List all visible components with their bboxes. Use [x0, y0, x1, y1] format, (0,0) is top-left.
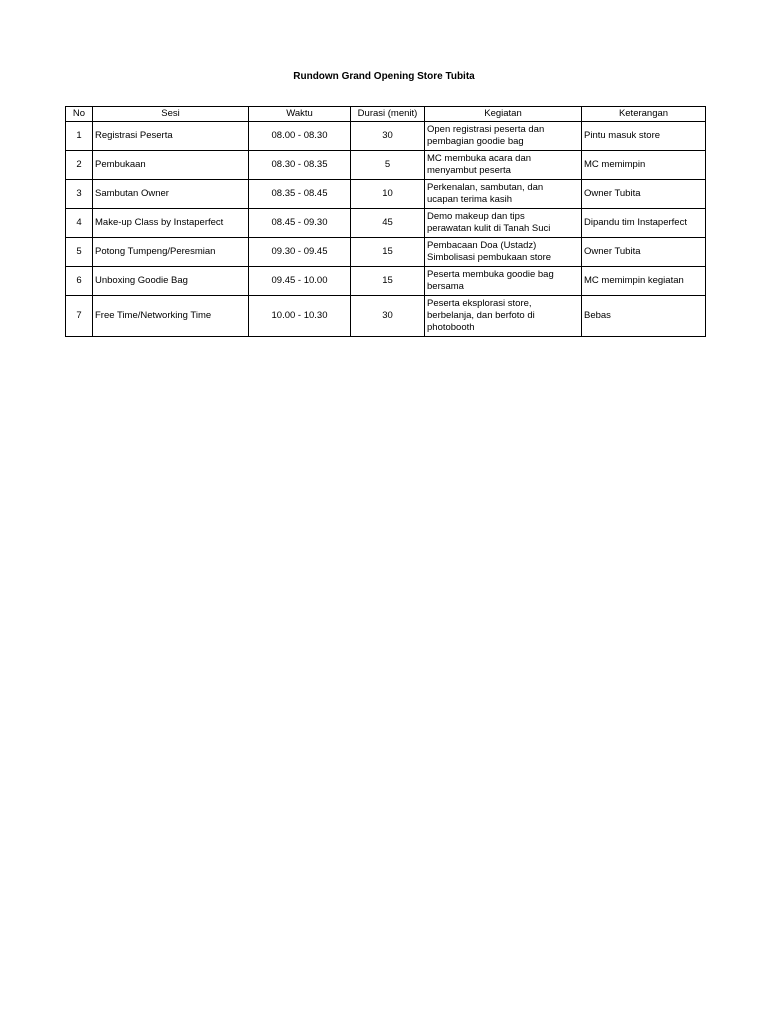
cell-durasi: 15 [351, 238, 425, 267]
cell-keterangan: MC memimpin kegiatan [582, 267, 706, 296]
cell-waktu: 10.00 - 10.30 [249, 296, 351, 337]
cell-durasi: 30 [351, 122, 425, 151]
cell-sesi: Registrasi Peserta [93, 122, 249, 151]
kegiatan-line: pembagian goodie bag [427, 136, 524, 147]
cell-keterangan: Pintu masuk store [582, 122, 706, 151]
document-title: Rundown Grand Opening Store Tubita [293, 71, 475, 82]
column-header-waktu: Waktu [249, 107, 351, 122]
cell-keterangan: Dipandu tim Instaperfect [582, 209, 706, 238]
cell-durasi: 30 [351, 296, 425, 337]
kegiatan-line: Perkenalan, sambutan, dan [427, 182, 544, 193]
kegiatan-line: Peserta eksplorasi store, [427, 298, 532, 309]
cell-no: 7 [66, 296, 93, 337]
cell-waktu: 08.00 - 08.30 [249, 122, 351, 151]
cell-no: 4 [66, 209, 93, 238]
column-header-durasi: Durasi (menit) [351, 107, 425, 122]
cell-sesi: Sambutan Owner [93, 180, 249, 209]
cell-durasi: 15 [351, 267, 425, 296]
kegiatan-line: Simbolisasi pembukaan store [427, 252, 552, 263]
table-row [66, 209, 706, 238]
column-header-kegiatan: Kegiatan [425, 107, 582, 122]
cell-durasi: 45 [351, 209, 425, 238]
cell-waktu: 08.35 - 08.45 [249, 180, 351, 209]
cell-kegiatan [425, 209, 582, 238]
cell-sesi: Make-up Class by Instaperfect [93, 209, 249, 238]
cell-sesi: Pembukaan [93, 151, 249, 180]
cell-no: 2 [66, 151, 93, 180]
cell-keterangan: MC memimpin [582, 151, 706, 180]
cell-no: 3 [66, 180, 93, 209]
cell-waktu: 08.45 - 09.30 [249, 209, 351, 238]
table-row [66, 122, 706, 151]
kegiatan-line: berbelanja, dan berfoto di [427, 310, 535, 321]
kegiatan-line: bersama [427, 281, 464, 292]
header-row [66, 107, 706, 122]
cell-kegiatan [425, 296, 582, 337]
column-header-sesi: Sesi [93, 107, 249, 122]
cell-kegiatan [425, 267, 582, 296]
cell-sesi: Potong Tumpeng/Peresmian [93, 238, 249, 267]
kegiatan-line: Demo makeup dan tips [427, 211, 525, 222]
column-header-no: No [66, 107, 93, 122]
cell-sesi: Unboxing Goodie Bag [93, 267, 249, 296]
kegiatan-line: Open registrasi peserta dan [427, 124, 545, 135]
kegiatan-line: Pembacaan Doa (Ustadz) [427, 240, 537, 251]
cell-durasi: 10 [351, 180, 425, 209]
cell-durasi: 5 [351, 151, 425, 180]
cell-no: 1 [66, 122, 93, 151]
cell-waktu: 08.30 - 08.35 [249, 151, 351, 180]
rundown-table [65, 106, 706, 337]
cell-no: 6 [66, 267, 93, 296]
column-header-keterangan: Keterangan [582, 107, 706, 122]
cell-sesi: Free Time/Networking Time [93, 296, 249, 337]
cell-kegiatan [425, 151, 582, 180]
cell-keterangan: Owner Tubita [582, 180, 706, 209]
table-row [66, 180, 706, 209]
cell-no: 5 [66, 238, 93, 267]
cell-waktu: 09.30 - 09.45 [249, 238, 351, 267]
kegiatan-line: photobooth [427, 322, 475, 333]
kegiatan-line: menyambut peserta [427, 165, 511, 176]
kegiatan-line: perawatan kulit di Tanah Suci [427, 223, 551, 234]
kegiatan-line: ucapan terima kasih [427, 194, 513, 205]
table-row [66, 296, 706, 337]
cell-keterangan: Bebas [582, 296, 706, 337]
kegiatan-line: MC membuka acara dan [427, 153, 532, 164]
cell-kegiatan [425, 180, 582, 209]
cell-keterangan: Owner Tubita [582, 238, 706, 267]
cell-waktu: 09.45 - 10.00 [249, 267, 351, 296]
cell-kegiatan [425, 238, 582, 267]
kegiatan-line: Peserta membuka goodie bag [427, 269, 554, 280]
table-row [66, 238, 706, 267]
table-row [66, 267, 706, 296]
table-row [66, 151, 706, 180]
cell-kegiatan [425, 122, 582, 151]
